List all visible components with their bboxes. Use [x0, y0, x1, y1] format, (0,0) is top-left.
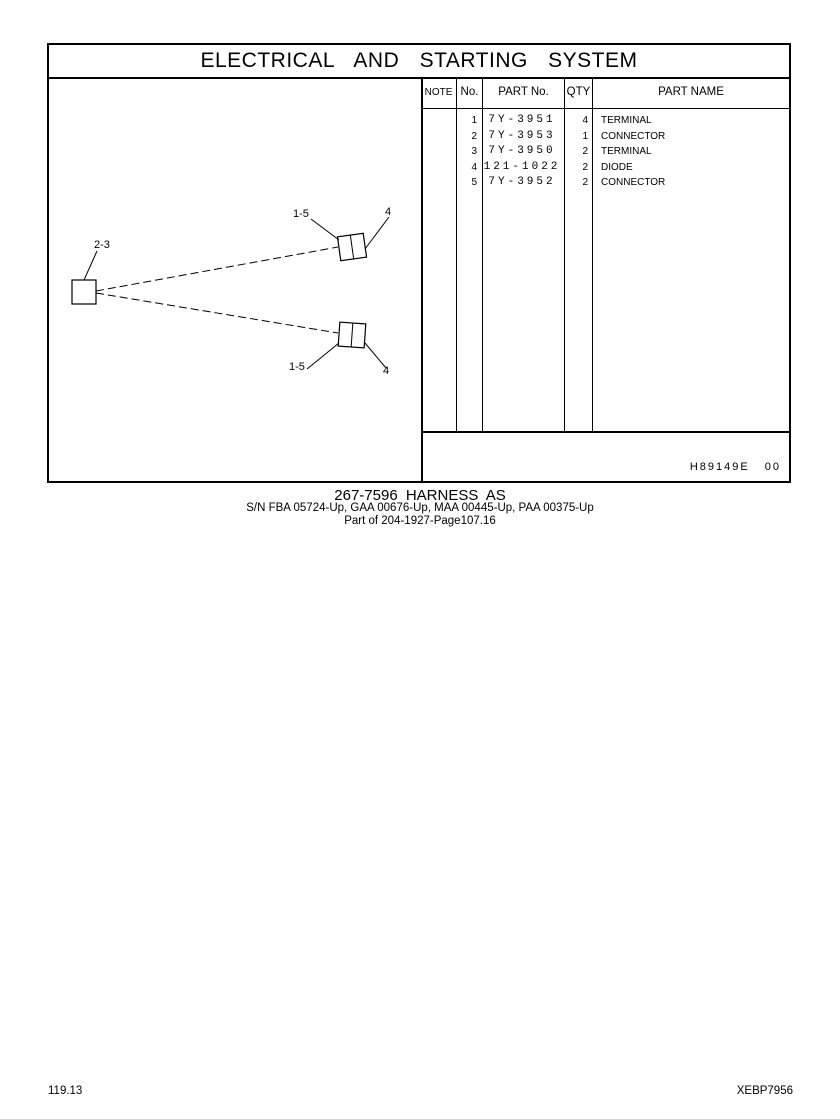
row-no: 4: [471, 161, 477, 173]
row-part-name: CONNECTOR: [601, 177, 666, 188]
serial-number-range: S/N FBA 05724-Up, GAA 00676-Up, MAA 00445-Up, PAA 00375-Up: [246, 502, 594, 514]
harness-diagram: [49, 77, 423, 483]
row-no: 1: [471, 115, 477, 126]
parts-page-frame: [47, 43, 791, 483]
row-part-no: 7Y-3950: [488, 145, 556, 157]
row-part-name: DIODE: [601, 161, 633, 173]
row-part-no: 7Y-3951: [488, 114, 556, 126]
row-qty: 1: [582, 130, 588, 142]
connector-2-3-shape: [72, 280, 96, 304]
assembly-name: 267-7596 HARNESS AS: [334, 487, 506, 504]
leader-2-3: [84, 251, 97, 280]
header-rule: [421, 108, 789, 109]
row-part-name: TERMINAL: [601, 146, 652, 157]
wire-lower: [96, 293, 338, 333]
header-no: No.: [460, 86, 479, 98]
callout-left-connector: 2-3: [94, 239, 110, 251]
row-part-no: 7Y-3953: [488, 129, 556, 142]
document-id: XEBP7956: [736, 1085, 793, 1097]
row-part-no: 121-1022: [483, 160, 561, 173]
row-no: 3: [471, 146, 477, 157]
row-no: 5: [471, 177, 477, 188]
table-row: [421, 144, 789, 160]
table-row: [421, 113, 789, 129]
page-number: 119.13: [48, 1085, 83, 1097]
row-qty: 4: [582, 115, 588, 126]
row-part-name: CONNECTOR: [601, 130, 666, 142]
part-of-reference: Part of 204-1927-Page107.16: [344, 515, 496, 527]
row-no: 2: [471, 130, 477, 142]
upper-connector-shape: [337, 233, 366, 260]
header-qty: QTY: [566, 86, 591, 98]
row-part-name: TERMINAL: [601, 115, 652, 126]
callout-lower-connector: 1-5: [289, 361, 305, 373]
header-part-no: PART No.: [498, 86, 549, 98]
lower-connector-shape: [338, 322, 366, 348]
leader-upper-1-5: [311, 219, 339, 240]
row-qty: 2: [582, 146, 588, 157]
parts-table: [421, 77, 789, 483]
harness-illustration: [49, 77, 421, 483]
section-title: ELECTRICAL AND STARTING SYSTEM: [49, 45, 789, 79]
callout-upper-connector: 1-5: [293, 208, 309, 220]
callout-upper-diode: 4: [385, 206, 392, 218]
row-qty: 2: [582, 161, 588, 173]
callout-lower-diode: 4: [383, 365, 390, 377]
row-qty: 2: [582, 177, 588, 188]
table-row: [421, 175, 789, 191]
leader-lower-1-5: [307, 343, 339, 369]
header-note: NOTE: [424, 87, 453, 98]
table-footer-rule: [421, 431, 789, 433]
table-row: [421, 160, 789, 176]
wire-upper: [96, 247, 338, 291]
header-part-name: PART NAME: [658, 86, 724, 98]
row-part-no: 7Y-3952: [488, 176, 556, 188]
illustration-reference: H89149E 00: [689, 461, 781, 473]
leader-upper-4: [365, 217, 389, 249]
table-row: [421, 129, 789, 145]
